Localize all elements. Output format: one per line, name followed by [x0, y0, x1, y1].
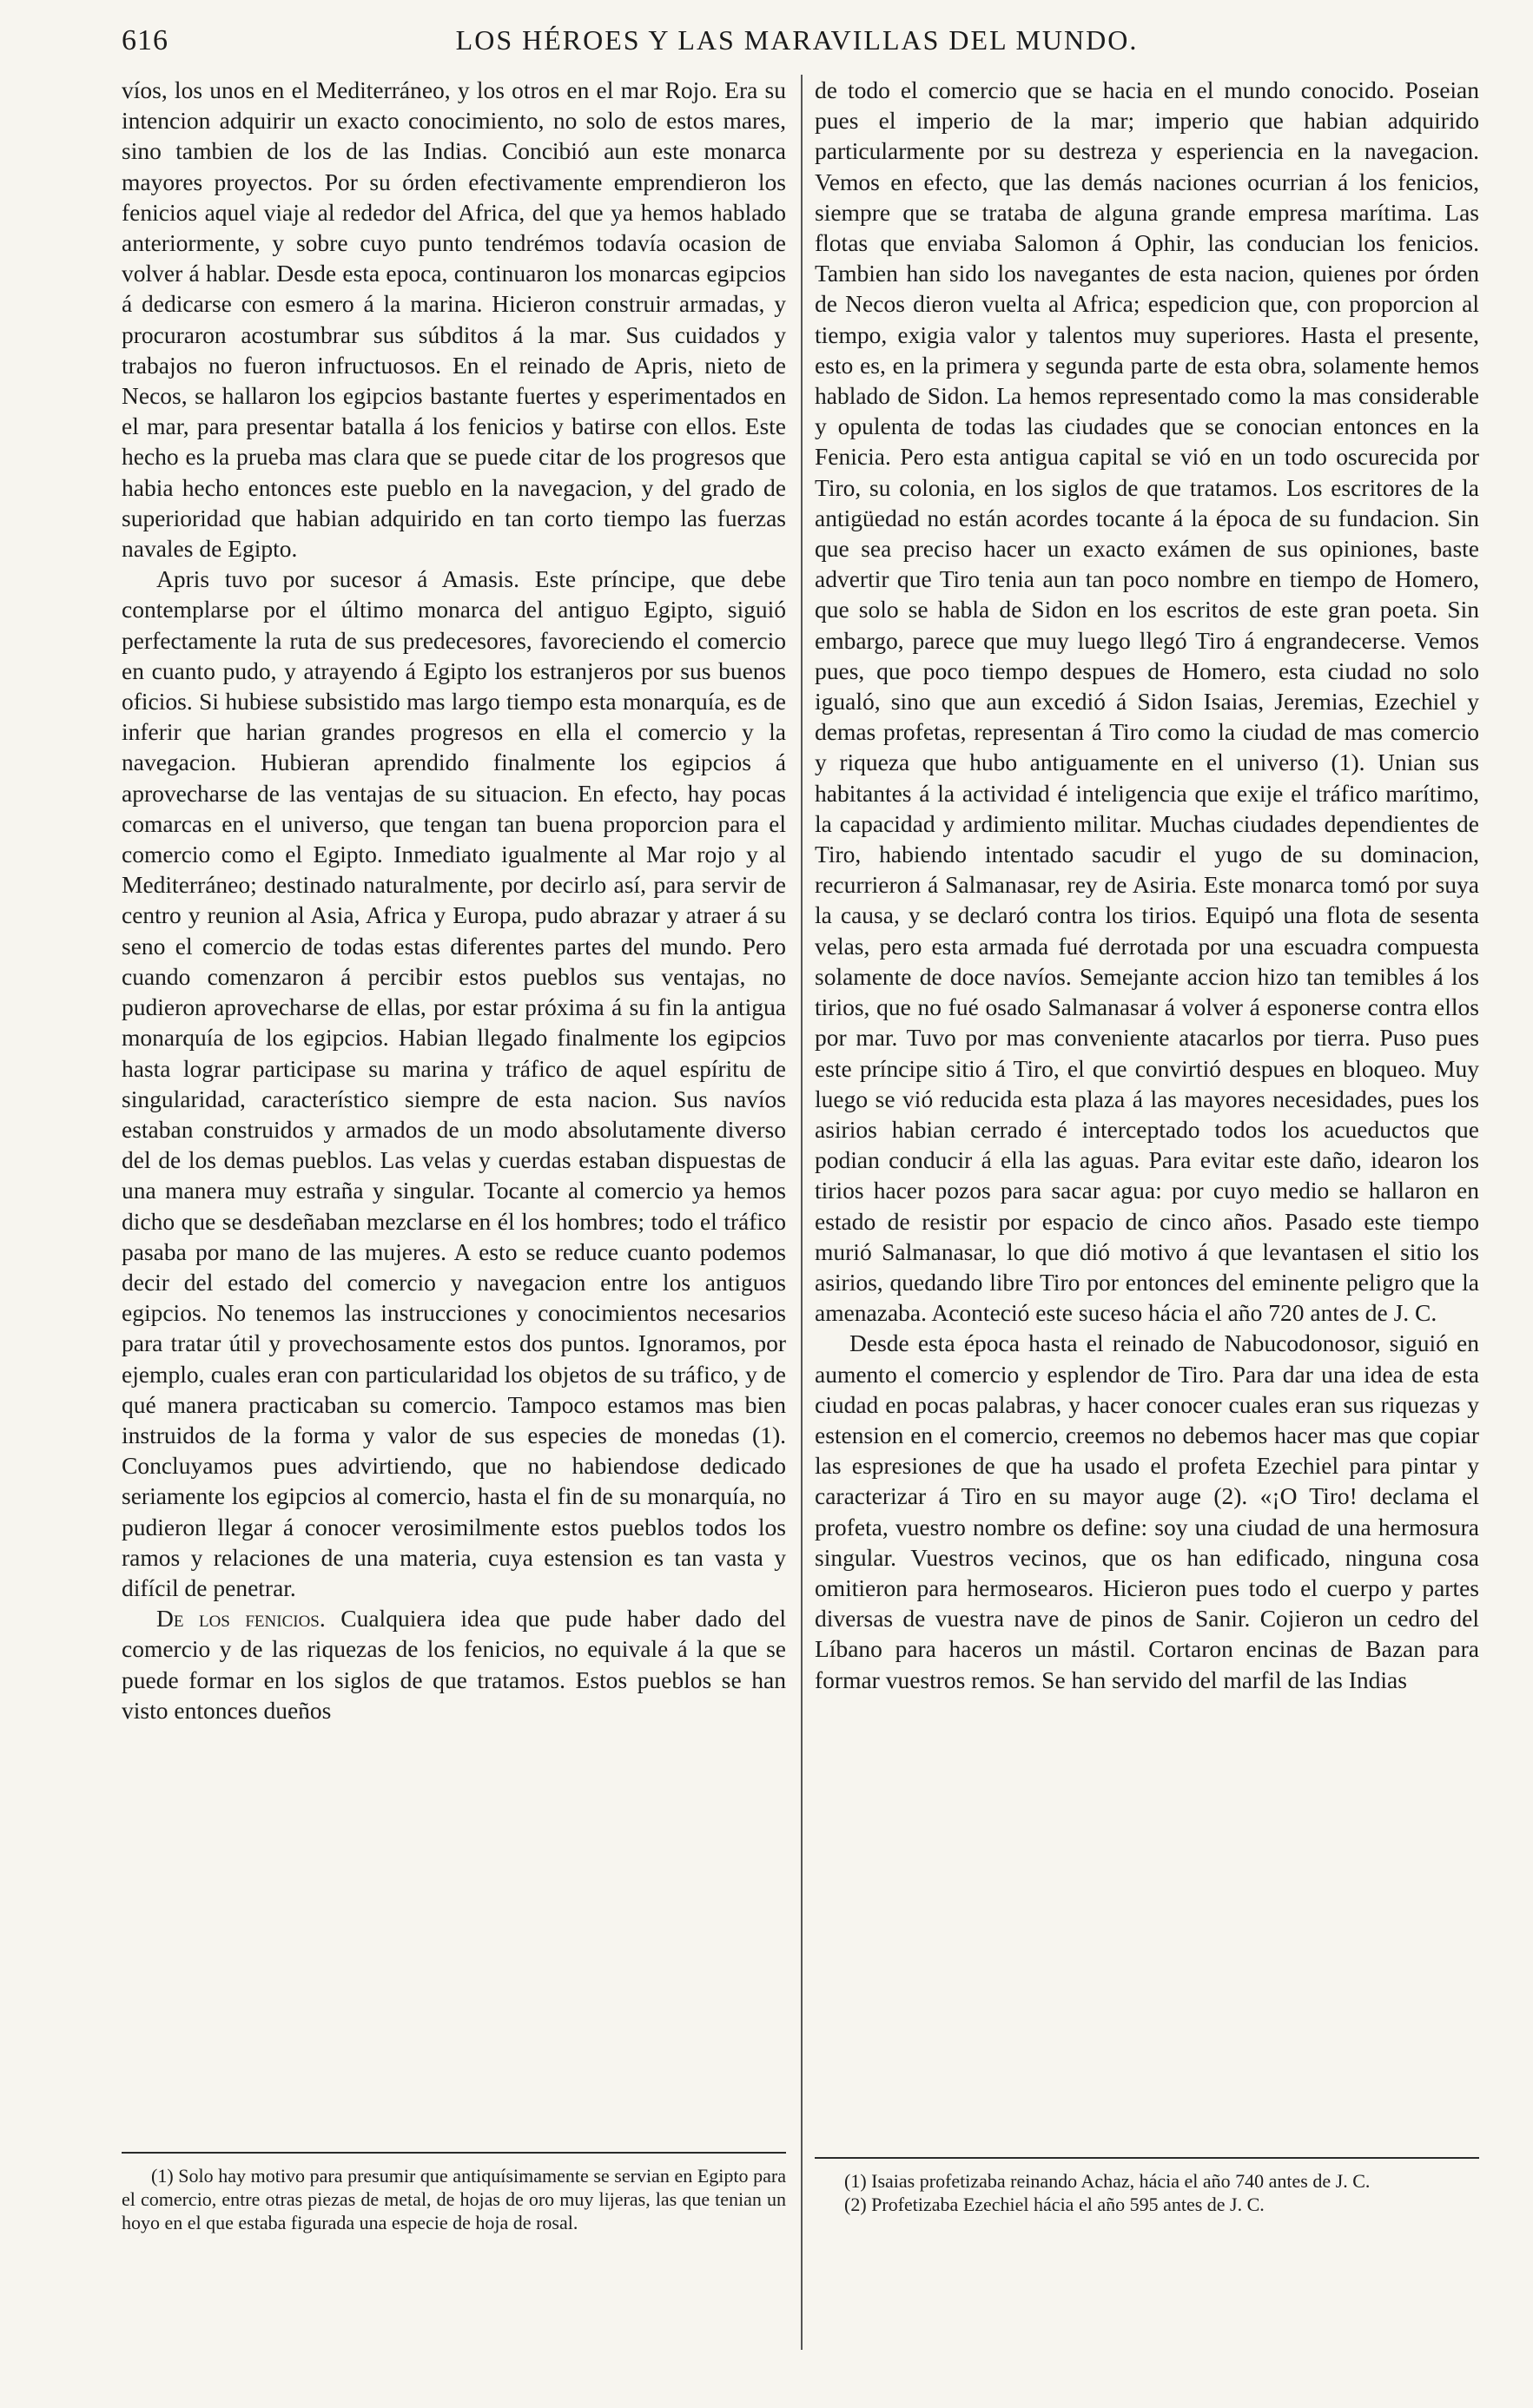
left-column	[122, 75, 786, 1725]
page-number: 616	[122, 24, 168, 56]
footnote-left-1: (1) Solo hay motivo para presumir que antiquísimamente se servian en Egipto para el comercio, entre otras piezas de metal, de hojas de oro muy lijeras, las que tenian un hoyo en el que estaba figurada una especie de hoja de rosal.	[122, 2165, 786, 2233]
footnotes-right	[815, 2169, 1479, 2216]
left-paragraph-3-text: Cualquiera idea que pude haber dado del comercio y de las riquezas de los fenicios, no equivale á la que se puede formar en los siglos de que tratamos. Estos pueblos se han visto entonces dueños	[122, 1605, 786, 1724]
running-title: LOS HÉROES Y LAS MARAVILLAS DEL MUNDO.	[455, 24, 1139, 56]
footnote-right-1: (1) Isaias profetizaba reinando Achaz, hácia el año 740 antes de J. C.	[844, 2170, 1371, 2192]
left-paragraph-1: víos, los unos en el Mediterráneo, y los otros en el mar Rojo. Era su intencion adquirir un exacto conocimiento, no solo de estos mares, sino tambien de los de las Indias. Concibió aun este monarca mayores proyectos. Por su órden efectivamente emprendieron los fenicios aquel viaje al rededor del Africa, del que ya hemos hablado anteriormente, y sobre cuyo punto tendrémos todavía ocasion de volver á hablar. Desde esta epoca, continuaron los monarcas egipcios á dedicarse con esmero á la marina. Hicieron construir armadas, y procuraron acostumbrar sus súbditos á la mar. Sus cuidados y trabajos no fueron infructuosos. En el reinado de Apris, nieto de Necos, se hallaron los egipcios bastante fuertes y esperimentados en el mar, para presentar batalla á los fenicios y batirse con ellos. Este hecho es la prueba mas clara que se puede citar de los progresos que habia hecho entonces este pueblo en la navegacion, y del grado de superioridad que habian adquirido en tan corto tiempo las fuerzas navales de Egipto.	[122, 76, 786, 563]
column-divider	[801, 75, 803, 2350]
footnote-right-2: (2) Profetizaba Ezechiel hácia el año 595 antes de J. C.	[844, 2194, 1265, 2215]
right-paragraph-1: de todo el comercio que se hacia en el mundo conocido. Poseian pues el imperio de la mar; imperio que habian adquirido particularmente por su destreza y esperiencia en la navegacion. Vemos en efecto, que las demás naciones ocurrian á los fenicios, siempre que se trataba de alguna grande empresa marítima. Las flotas que enviaba Salomon á Ophir, las conducian los fenicios. Tambien han sido los navegantes de esta nacion, quienes por órden de Necos dieron vuelta al Africa; espedicion que, con proporcion al tiempo, exigia valor y talentos muy superiores. Hasta el presente, esto es, en la primera y segunda parte de esta obra, solamente hemos hablado de Sidon. La hemos representado como la mas considerable y opulenta de todas las ciudades que se conocian entonces en la Fenicia. Pero esta antigua capital se vió en un todo oscurecida por Tiro, su colonia, en los siglos de que tratamos. Los escritores de la antigüedad no están acordes tocante á la época de su fundacion. Sin que sea preciso hacer un exacto exámen de sus opiniones, baste advertir que Tiro tenia aun tan poco nombre en tiempo de Homero, que solo se habla de Sidon en los escritos de este gran poeta. Sin embargo, parece que muy luego llegó Tiro á engrandecerse. Vemos pues, que poco tiempo despues de Homero, esta ciudad no solo igualó, sino que aun excedió á Sidon Isaias, Jeremias, Ezechiel y demas profetas, representan á Tiro como la ciudad de mas comercio y riqueza que hubo antiguamente en el universo (1). Unian sus habitantes á la actividad é inteligencia que exije el tráfico marítimo, la capacidad y ardimiento militar. Muchas ciudades dependientes de Tiro, habiendo intentado sacudir el yugo de su dominacion, recurrieron á Salmanasar, rey de Asiria. Este monarca tomó por suya la causa, y se declaró contra los tirios. Equipó una flota de sesenta velas, pero esta armada fué derrotada por una escuadra compuesta solamente de doce navíos. Semejante accion hizo tan temibles á los tirios, que no fué osado Salmanasar á volver á esponerse contra ellos por mar. Tuvo por mas conveniente atacarlos por tierra. Puso pues este príncipe sitio á Tiro, el que convirtió despues en bloqueo. Muy luego se vió reducida esta plaza á las mayores necesidades, pues los asirios habian cerrado é interceptado todos los acueductos que podian conducir á ella las aguas. Para evitar este daño, idearon los tirios hacer pozos para sacar agua: por cuyo medio se hallaron en estado de resistir por espacio de cinco años. Pasado este tiempo murió Salmanasar, lo que dió motivo á que levantasen el sitio los asirios, quedando libre Tiro por entonces del eminente peligro que la amenazaba. Aconteció este suceso hácia el año 720 antes de J. C.	[815, 76, 1479, 1327]
right-column	[815, 75, 1479, 1695]
footnote-rule-left	[122, 2152, 786, 2154]
footnote-rule-right	[815, 2157, 1479, 2159]
section-heading-fenicios: De los fenicios.	[156, 1605, 326, 1633]
page-header	[122, 24, 1472, 68]
left-paragraph-3	[122, 1603, 786, 1725]
right-paragraph-2: Desde esta época hasta el reinado de Nabucodonosor, siguió en aumento el comercio y esplendor de Tiro. Para dar una idea de esta ciudad en pocas palabras, y hacer conocer cuales eran sus riquezas y estension en el comercio, creemos no debemos hacer mas que copiar las espresiones de que ha usado el profeta Ezechiel para pintar y caracterizar á Tiro en su mayor auge (2). «¡O Tiro! declama el profeta, vuestro nombre os define: soy una ciudad de una hermosura singular. Vuestros vecinos, que os han edificado, ninguna cosa omitieron para hermosearos. Hicieron pues todo el cuerpo y partes diversas de vuestra nave de pinos de Sanir. Cojieron un cedro del Líbano para haceros un mástil. Cortaron encinas de Bazan para formar vuestros remos. Se han servido del marfil de las Indias	[815, 1329, 1479, 1693]
footnotes-left	[122, 2164, 786, 2234]
left-paragraph-2: Apris tuvo por sucesor á Amasis. Este príncipe, que debe contemplarse por el último monarca del antiguo Egipto, siguió perfectamente la ruta de sus predecesores, favoreciendo el comercio en cuanto pudo, y atrayendo á Egipto los estranjeros por sus buenos oficios. Si hubiese subsistido mas largo tiempo esta monarquía, es de inferir que harian grandes progresos en ella el comercio y la navegacion. Hubieran aprendido finalmente los egipcios á aprovecharse de las ventajas de su situacion. En efecto, hay pocas comarcas en el universo, que tengan tan buena proporcion para el comercio como el Egipto. Inmediato igualmente al Mar rojo y al Mediterráneo; destinado naturalmente, por decirlo así, para servir de centro y reunion al Asia, Africa y Europa, pudo abrazar y atraer á su seno el comercio de todas estas diferentes partes del mundo. Pero cuando comenzaron á percibir estos pueblos sus ventajas, no pudieron aprovecharse de ellas, por estar próxima á su fin la antigua monarquía de los egipcios. Habian llegado finalmente los egipcios hasta lograr participase su marina y tráfico de aquel espíritu de singularidad, característico siempre de esta nacion. Sus navíos estaban construidos y armados de un modo absolutamente diverso del de los demas pueblos. Las velas y cuerdas estaban dispuestas de una manera muy estraña y singular. Tocante al comercio ya hemos dicho que se desdeñaban mezclarse en él los hombres; todo el tráfico pasaba por mano de las mujeres. A esto se reduce cuanto podemos decir del estado del comercio y navegacion entre los antiguos egipcios. No tenemos las instrucciones y conocimientos necesarios para tratar útil y provechosamente estos dos puntos. Ignoramos, por ejemplo, cuales eran con particularidad los objetos de su tráfico, y de qué manera practicaban su comercio. Tampoco estamos mas bien instruidos de la forma y valor de sus especies de monedas (1). Concluyamos pues advirtiendo, que no habiendose dedicado seriamente los egipcios al comercio, hasta el fin de su monarquía, no pudieron llegar á conocer verosimilmente estos pueblos todos los ramos y relaciones de una materia, cuya estension es tan vasta y difícil de penetrar.	[122, 565, 786, 1601]
